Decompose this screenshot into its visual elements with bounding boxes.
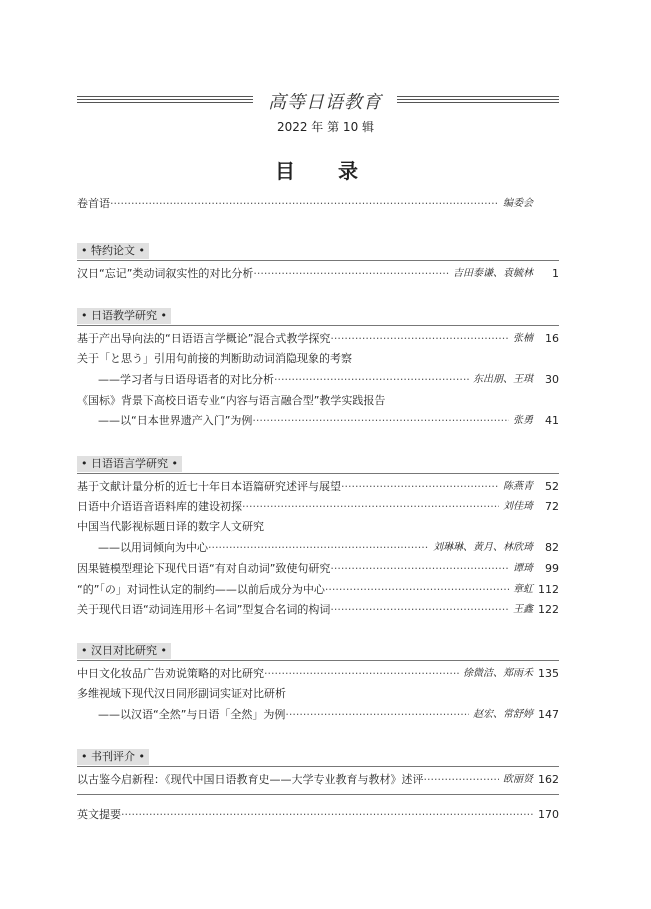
entry-author: 东出朋、王琪 [473, 374, 533, 385]
leader-dots [252, 413, 509, 429]
page-title: 目 录 [275, 159, 376, 183]
section-divider [77, 260, 559, 261]
entry-author: 章虹 [513, 584, 533, 595]
section-header: • 日语语言学研究 • [77, 456, 182, 472]
entry-subtitle: ——学习者与日语母语者的对比分析 [98, 373, 274, 386]
leader-dots [208, 540, 429, 556]
leader-dots [110, 196, 499, 212]
entry-page: 170 [538, 808, 559, 821]
issue-number: 2022 年 第 10 辑 [276, 120, 375, 134]
entry-page: 162 [538, 773, 559, 786]
leader-dots [242, 499, 499, 515]
entry-page: 52 [545, 480, 559, 493]
entry-author: 张楠 [513, 333, 533, 344]
entry-title[interactable]: 《国标》背景下高校日语专业“内容与语言融合型”教学实践报告 [77, 394, 386, 407]
toc-entry[interactable] [98, 707, 559, 723]
entry-author: 刘佳琦 [503, 501, 533, 512]
leader-dots [424, 772, 500, 788]
section-header: • 书刊评介 • [77, 749, 149, 765]
entry-title[interactable]: 关于「と思う」引用句前接的判断助动词消隐现象的考察 [77, 352, 352, 365]
header-rule-right [397, 96, 559, 108]
entry-subtitle: ——以用词倾向为中心 [98, 541, 208, 554]
entry-author: 张勇 [513, 415, 533, 426]
entry-title: 汉日“忘记”类动词叙实性的对比分析 [77, 267, 254, 280]
entry-author: 谭琦 [513, 563, 533, 574]
entry-page: 30 [545, 373, 559, 386]
entry-title: 中日文化妆品广告劝说策略的对比研究 [77, 667, 264, 680]
leader-dots [253, 266, 449, 282]
entry-title: “的”「の」对词性认定的制约——以前后成分为中心 [77, 583, 325, 596]
leader-dots [285, 707, 469, 723]
toc-entry[interactable] [77, 582, 559, 598]
toc-entry[interactable] [98, 372, 559, 388]
leader-dots [330, 602, 509, 618]
entry-page: 112 [538, 583, 559, 596]
section-divider [77, 660, 559, 661]
leader-dots [341, 479, 499, 495]
entry-title: 关于现代日语“动词连用形＋名词”型复合名词的构词 [77, 603, 331, 616]
toc-entry[interactable] [77, 666, 559, 682]
header-rule-left [77, 96, 253, 108]
entry-author: 徐微洁、郑雨禾 [463, 668, 533, 679]
leader-dots [274, 372, 469, 388]
section-header: • 汉日对比研究 • [77, 643, 171, 659]
entry-page: 99 [545, 562, 559, 575]
section-header: • 日语教学研究 • [77, 308, 171, 324]
entry-title: 基于文献计量分析的近七十年日本语篇研究述评与展望 [77, 480, 341, 493]
entry-title: 因果链模型理论下现代日语“有对自动词”致使句研究 [77, 562, 331, 575]
toc-entry[interactable] [77, 266, 559, 282]
entry-title[interactable]: 中国当代影视标题日译的数字人文研究 [77, 520, 264, 533]
leader-dots [330, 561, 509, 577]
entry-author: 欧丽贤 [503, 774, 533, 785]
toc-entry[interactable] [77, 561, 559, 577]
toc-entry-abstracts[interactable] [77, 807, 559, 823]
entry-author: 刘琳琳、黄月、林欣琦 [433, 542, 533, 553]
toc-entry[interactable] [98, 413, 559, 429]
entry-page: 82 [545, 541, 559, 554]
entry-author: 赵宏、常舒婷 [473, 709, 533, 720]
entry-title: 英文提要 [77, 808, 121, 821]
entry-author: 陈燕青 [503, 481, 533, 492]
toc-entry[interactable] [98, 540, 559, 556]
toc-entry[interactable] [77, 602, 559, 618]
entry-title: 卷首语 [77, 197, 110, 210]
entry-subtitle: ——以“日本世界遗产入门”为例 [98, 414, 253, 427]
entry-page: 1 [552, 267, 559, 280]
entry-page: 122 [538, 603, 559, 616]
entry-title: 以古鉴今启新程：《现代中国日语教育史——大学专业教育与教材》述评 [77, 773, 424, 786]
leader-dots [325, 582, 509, 598]
toc-entry[interactable] [77, 499, 559, 515]
entry-author: 王鑫 [513, 604, 533, 615]
entry-author: 吉田泰谦、袁毓林 [453, 268, 533, 279]
entry-page: 147 [538, 708, 559, 721]
section-divider [77, 473, 559, 474]
entry-title[interactable]: 多维视域下现代汉日同形副词实证对比研析 [77, 687, 286, 700]
entry-page: 41 [545, 414, 559, 427]
entry-title: 日语中介语语音语料库的建设初探 [77, 500, 242, 513]
leader-dots [121, 807, 533, 823]
journal-title: 高等日语教育 [268, 92, 382, 113]
entry-author: 编委会 [503, 198, 533, 209]
entry-page: 135 [538, 667, 559, 680]
section-header: • 特约论文 • [77, 243, 149, 259]
toc-entry[interactable] [77, 479, 559, 495]
section-divider [77, 325, 559, 326]
leader-dots [330, 331, 509, 347]
section-divider [77, 766, 559, 767]
entry-page: 72 [545, 500, 559, 513]
section-divider [77, 794, 559, 795]
entry-title: 基于产出导向法的“日语语言学概论”混合式教学探究 [77, 332, 331, 345]
entry-page: 16 [545, 332, 559, 345]
leader-dots [264, 666, 459, 682]
toc-entry[interactable] [77, 772, 559, 788]
toc-entry[interactable] [77, 331, 559, 347]
toc-entry-preface[interactable] [77, 196, 559, 212]
entry-subtitle: ——以汉语“全然”与日语「全然」为例 [98, 708, 286, 721]
